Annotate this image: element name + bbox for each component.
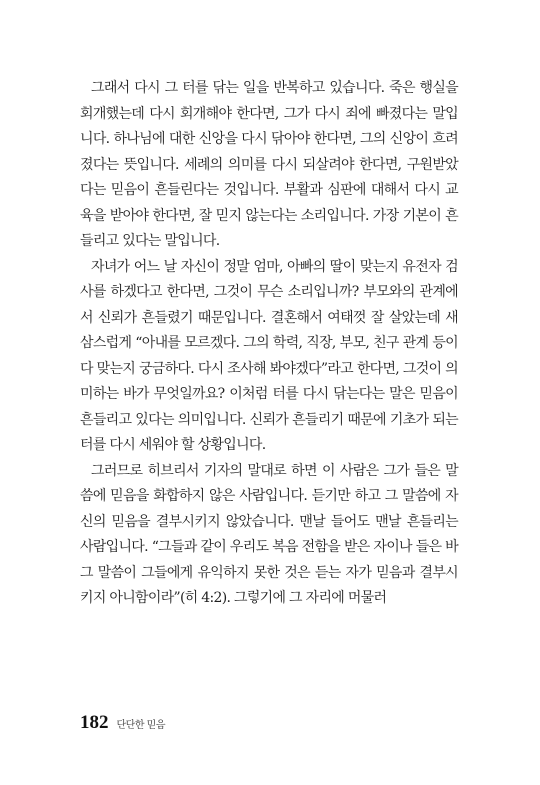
paragraph-2: 자녀가 어느 날 자신이 정말 엄마, 아빠의 딸이 맞는지 유전자 검사를 하겠다고 한다면, 그것이 무슨 소리입니까? 부모와의 관계에서 신뢰가 흔들렸기 때문입니다. 결혼해서 여태껏 잘 살았는데 새삼스럽게 “아내를 모르겠다. 그의 학력, 직장, 부모, 친구 관계 등이 다 맞는지 궁금하다. 다시 조사해 봐야겠다”라고 한다면, 그것이 의미하는 바가 무엇일까요? 이처럼 터를 다시 닦는다는 말은 믿음이 흔들리고 있다는 의미입니다. 신뢰가 흔들리기 때문에 기초가 되는 터를 다시 세워야 할 상황입니다. (80, 258, 458, 453)
paragraph-1: 그래서 다시 그 터를 닦는 일을 반복하고 있습니다. 죽은 행실을 회개했는데 다시 회개해야 한다면, 그가 다시 죄에 빠졌다는 말입니다. 하나님에 대한 신앙을 다시 닦아야 한다면, 그의 신앙이 흐려졌다는 뜻입니다. 세례의 의미를 다시 되살려야 한다면, 구원받았다는 믿음이 흔들린다는 것입니다. 부활과 심판에 대해서 다시 교육을 받아야 한다면, 잘 믿지 않는다는 소리입니다. 가장 기본이 흔들리고 있다는 말입니다. (80, 80, 458, 249)
page-footer (80, 712, 165, 734)
running-book-title: 단단한 믿음 (116, 720, 165, 731)
paragraph-3: 그러므로 히브리서 기자의 말대로 하면 이 사람은 그가 들은 말씀에 믿음을 화합하지 않은 사람입니다. 듣기만 하고 그 말씀에 자신의 믿음을 결부시키지 않았습니다. 맨날 들어도 맨날 흔들리는 사람입니다. “그들과 같이 우리도 복음 전함을 받은 자이나 들은 바 그 말씀이 그들에게 유익하지 못한 것은 듣는 자가 믿음과 결부시키지 아니함이라”(히 4:2). 그렇기에 그 자리에 머물러 (80, 462, 458, 606)
page-number: 182 (80, 712, 109, 733)
page-body-text (80, 76, 458, 612)
